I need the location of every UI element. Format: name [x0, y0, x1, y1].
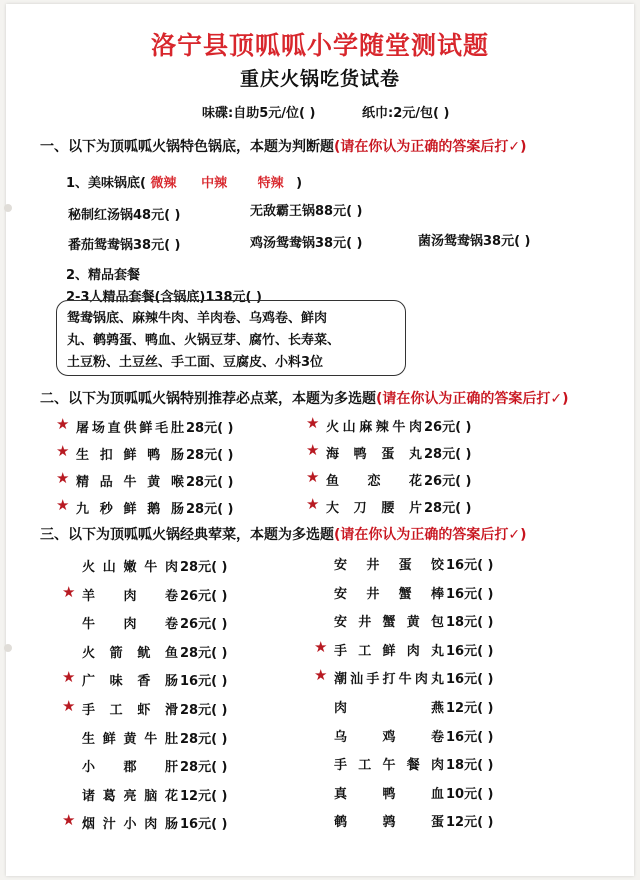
menu-item — [62, 813, 228, 832]
soup-base-item: 鸡汤鸳鸯锅38元( ) — [250, 236, 363, 251]
menu-item — [306, 443, 472, 462]
page-title: 洛宁县顶呱呱小学随堂测试题 — [150, 31, 489, 60]
menu-item-price-checkbox[interactable]: 26元( ) — [180, 617, 228, 633]
menu-item-name: 屠场直供鲜毛肚 — [76, 421, 184, 436]
soup-base-label-row — [66, 172, 302, 191]
menu-item-name: 火山麻辣牛肉 — [326, 420, 422, 435]
section-3-note: (请在你认为正确的答案后打✓) — [334, 527, 527, 543]
menu-item — [314, 811, 494, 830]
binder-hole — [4, 204, 12, 212]
section-2-title: 二、以下为顶呱呱火锅特别推荐必点菜，本题为多选题 — [40, 391, 376, 407]
menu-item-price-checkbox[interactable]: 16元( ) — [180, 674, 228, 690]
binder-hole — [4, 644, 12, 652]
spice-level-medium: 中辣 — [201, 176, 228, 191]
soup-base-item: 无敌霸王锅88元( ) — [250, 204, 363, 219]
menu-item-price-checkbox[interactable]: 26元( ) — [424, 420, 472, 435]
menu-item — [306, 497, 472, 516]
menu-item — [314, 583, 494, 602]
set-meal-contents-box — [56, 300, 406, 376]
menu-item-name: 手工虾滑 — [82, 703, 178, 718]
menu-item-name: 大刀腰片 — [326, 501, 422, 516]
star-icon — [62, 556, 82, 575]
menu-item-name: 精品牛黄喉 — [76, 475, 184, 490]
star-icon: ★ — [306, 414, 320, 432]
menu-item-name: 手工午餐肉 — [334, 758, 444, 774]
menu-item-price-checkbox[interactable]: 28元( ) — [186, 421, 234, 436]
menu-item-price-checkbox[interactable]: 16元( ) — [446, 672, 494, 688]
menu-item — [314, 554, 494, 573]
star-icon: ★ — [314, 666, 328, 685]
seasoning-fee: 味碟:自助5元/位( ) — [202, 106, 316, 121]
menu-item-name: 海鸭蛋丸 — [326, 447, 422, 462]
menu-item-price-checkbox[interactable]: 10元( ) — [446, 786, 494, 802]
section-2-note: (请在你认为正确的答案后打✓) — [376, 391, 569, 407]
menu-item-price-checkbox[interactable]: 16元( ) — [446, 586, 494, 602]
menu-item — [62, 670, 228, 689]
menu-item — [314, 783, 494, 802]
menu-item-price-checkbox[interactable]: 28元( ) — [180, 703, 228, 718]
menu-item-price-checkbox[interactable]: 12元( ) — [446, 701, 494, 716]
menu-item-name: 鱼恋花 — [326, 474, 422, 489]
star-icon: ★ — [62, 811, 76, 830]
menu-item-name: 真鸭血 — [334, 786, 444, 802]
section-3-title: 三、以下为顶呱呱火锅经典荤菜，本题为多选题 — [40, 527, 334, 543]
menu-item-price-checkbox[interactable]: 28元( ) — [180, 560, 228, 575]
menu-item — [56, 498, 234, 517]
menu-item — [56, 471, 234, 490]
menu-item-name: 生扣鲜鸭肠 — [76, 448, 184, 463]
menu-item-name: 安井蛋饺 — [334, 558, 444, 573]
set-meal-contents-line: 丸、鹌鹑蛋、鸭血、火锅豆芽、腐竹、长寿菜、 — [67, 333, 341, 348]
star-icon: ★ — [56, 496, 70, 514]
menu-item — [56, 444, 234, 463]
menu-item-name: 羊肉卷 — [82, 588, 178, 604]
section-3-heading — [40, 524, 527, 544]
menu-item — [306, 470, 472, 489]
menu-item-name: 生鲜黄牛肚 — [82, 731, 178, 747]
napkin-fee: 纸巾:2元/包( ) — [362, 106, 450, 121]
menu-item — [314, 637, 494, 659]
menu-item-price-checkbox[interactable]: 18元( ) — [446, 615, 494, 631]
menu-item — [314, 754, 494, 773]
menu-item-name: 广味香肠 — [82, 674, 178, 690]
menu-item — [56, 417, 234, 436]
menu-item-name: 诸葛亮脑花 — [82, 788, 178, 804]
spice-level-mild: 微辣 — [150, 176, 177, 191]
set-meal-label: 2、精品套餐 — [66, 268, 141, 283]
star-icon: ★ — [62, 697, 76, 715]
menu-item-name: 肉燕 — [334, 701, 444, 716]
menu-item-price-checkbox[interactable]: 28元( ) — [180, 760, 228, 776]
star-icon: ★ — [62, 582, 76, 601]
menu-item-name: 安井蟹棒 — [334, 586, 444, 602]
menu-item — [314, 726, 494, 745]
menu-item — [62, 756, 228, 775]
menu-item-price-checkbox[interactable]: 28元( ) — [186, 475, 234, 490]
star-icon: ★ — [306, 468, 320, 486]
section-1-note: (请在你认为正确的答案后打✓) — [334, 139, 527, 155]
menu-item-price-checkbox[interactable]: 16元( ) — [446, 643, 494, 659]
menu-item — [62, 613, 228, 632]
section-1-title: 一、以下为顶呱呱火锅特色锅底，本题为判断题 — [40, 139, 334, 155]
star-icon: ★ — [56, 442, 70, 460]
menu-item-price-checkbox[interactable]: 26元( ) — [424, 474, 472, 489]
menu-item-price-checkbox[interactable]: 28元( ) — [180, 731, 228, 747]
star-icon — [62, 642, 82, 661]
menu-item-name: 乌鸡卷 — [334, 729, 444, 745]
set-meal-contents-line: 土豆粉、土豆丝、手工面、豆腐皮、小料3位 — [67, 355, 324, 370]
menu-item — [306, 416, 472, 435]
star-icon — [314, 754, 334, 773]
star-icon — [314, 554, 334, 573]
page-subtitle: 重庆火锅吃货试卷 — [239, 68, 400, 90]
star-icon — [62, 785, 82, 804]
star-icon — [314, 783, 334, 802]
menu-item — [62, 728, 228, 747]
star-icon — [314, 611, 334, 630]
star-icon: ★ — [306, 441, 320, 459]
menu-item-name: 潮汕手打牛肉丸 — [334, 672, 444, 688]
menu-item-price-checkbox[interactable]: 28元( ) — [424, 501, 472, 516]
soup-base-item: 菌汤鸳鸯锅38元( ) — [418, 234, 531, 249]
menu-item-price-checkbox[interactable]: 16元( ) — [446, 729, 494, 745]
menu-item-price-checkbox[interactable]: 16元( ) — [180, 817, 228, 833]
section-2-heading — [40, 388, 569, 408]
star-icon — [62, 613, 82, 632]
menu-item-price-checkbox[interactable]: 18元( ) — [446, 758, 494, 774]
star-icon: ★ — [62, 668, 76, 687]
menu-item — [62, 642, 228, 661]
star-icon: ★ — [56, 415, 70, 433]
menu-item-price-checkbox[interactable]: 28元( ) — [186, 502, 234, 517]
menu-item-name: 安井蟹黄包 — [334, 615, 444, 631]
spice-level-hot: 特辣 — [257, 176, 284, 191]
star-icon — [314, 697, 334, 716]
menu-item-price-checkbox[interactable]: 26元( ) — [180, 588, 228, 604]
exam-sheet — [6, 4, 634, 876]
menu-item-price-checkbox[interactable]: 28元( ) — [180, 645, 228, 661]
soup-base-label-close: ) — [296, 176, 303, 191]
menu-item — [62, 699, 228, 718]
star-icon: ★ — [306, 495, 320, 513]
menu-item — [314, 668, 494, 687]
star-icon — [314, 583, 334, 602]
menu-item — [62, 785, 228, 804]
set-meal-name: 2-3人精品套餐(含锅底)138元( ) — [66, 290, 262, 305]
soup-base-item: 番茄鸳鸯锅38元( ) — [68, 238, 181, 253]
menu-item-price-checkbox[interactable]: 12元( ) — [446, 815, 494, 831]
soup-base-label: 1、美味锅底( — [66, 176, 146, 191]
section-1-heading — [40, 136, 527, 156]
menu-item — [314, 611, 494, 630]
menu-item-name: 鹌鹑蛋 — [334, 815, 444, 831]
menu-item-price-checkbox[interactable]: 16元( ) — [446, 558, 494, 573]
menu-item-price-checkbox[interactable]: 28元( ) — [424, 447, 472, 462]
star-icon — [314, 726, 334, 745]
menu-item-name: 火山嫩牛肉 — [82, 560, 178, 575]
menu-item-name: 牛肉卷 — [82, 617, 178, 633]
menu-item-price-checkbox[interactable]: 12元( ) — [180, 788, 228, 804]
menu-item — [62, 582, 228, 604]
menu-item-name: 手工鲜肉丸 — [334, 643, 444, 659]
star-icon — [314, 811, 334, 830]
set-meal-contents-line: 鸳鸯锅底、麻辣牛肉、羊肉卷、乌鸡卷、鲜肉 — [67, 311, 328, 326]
menu-item-name: 小郡肝 — [82, 760, 178, 776]
menu-item — [314, 697, 494, 716]
star-icon — [62, 728, 82, 747]
menu-item — [62, 556, 228, 575]
menu-item-name: 烟汁小肉肠 — [82, 817, 178, 833]
menu-item-price-checkbox[interactable]: 28元( ) — [186, 448, 234, 463]
menu-item-name: 火箭鱿鱼 — [82, 645, 178, 661]
star-icon — [62, 756, 82, 775]
menu-item-name: 九秒鲜鹅肠 — [76, 502, 184, 517]
soup-base-item: 秘制红汤锅48元( ) — [68, 208, 181, 223]
star-icon: ★ — [56, 469, 70, 487]
star-icon: ★ — [314, 637, 328, 656]
